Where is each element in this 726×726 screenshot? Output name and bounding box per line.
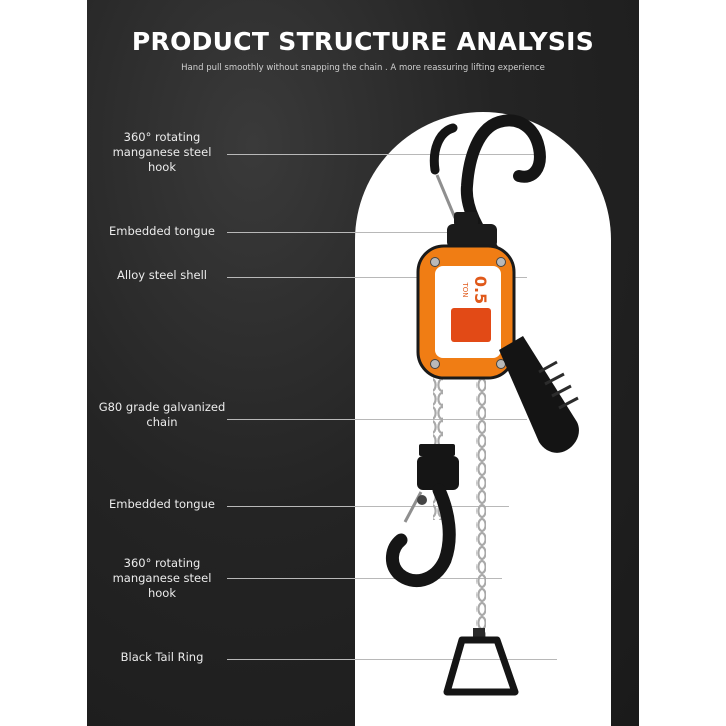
lever-handle-icon [499,336,579,453]
label-chain: G80 grade galvanized chain [98,400,226,429]
tail-ring-icon [447,628,515,692]
load-rating-text: 0.5 [471,275,490,305]
bottom-hook-icon [392,444,459,581]
label-shell: Alloy steel shell [116,268,207,282]
orange-shell-icon [418,246,514,378]
top-hook-icon [434,120,540,248]
label-bottom-hook: 360° rotating manganese steel hook [112,556,212,600]
lever-hoist-illustration [87,0,639,726]
load-unit-text: TON [461,282,469,298]
product-structure-panel [87,0,639,726]
label-top-hook: 360° rotating manganese steel hook [112,130,212,174]
label-tail-ring: Black Tail Ring [120,650,204,664]
label-bottom-tongue: Embedded tongue [109,497,215,511]
page-title: PRODUCT STRUCTURE ANALYSIS [131,27,595,56]
label-top-tongue: Embedded tongue [109,224,215,238]
page-subtitle: Hand pull smoothly without snapping the chain . A more reassuring lifting experience [181,63,545,73]
